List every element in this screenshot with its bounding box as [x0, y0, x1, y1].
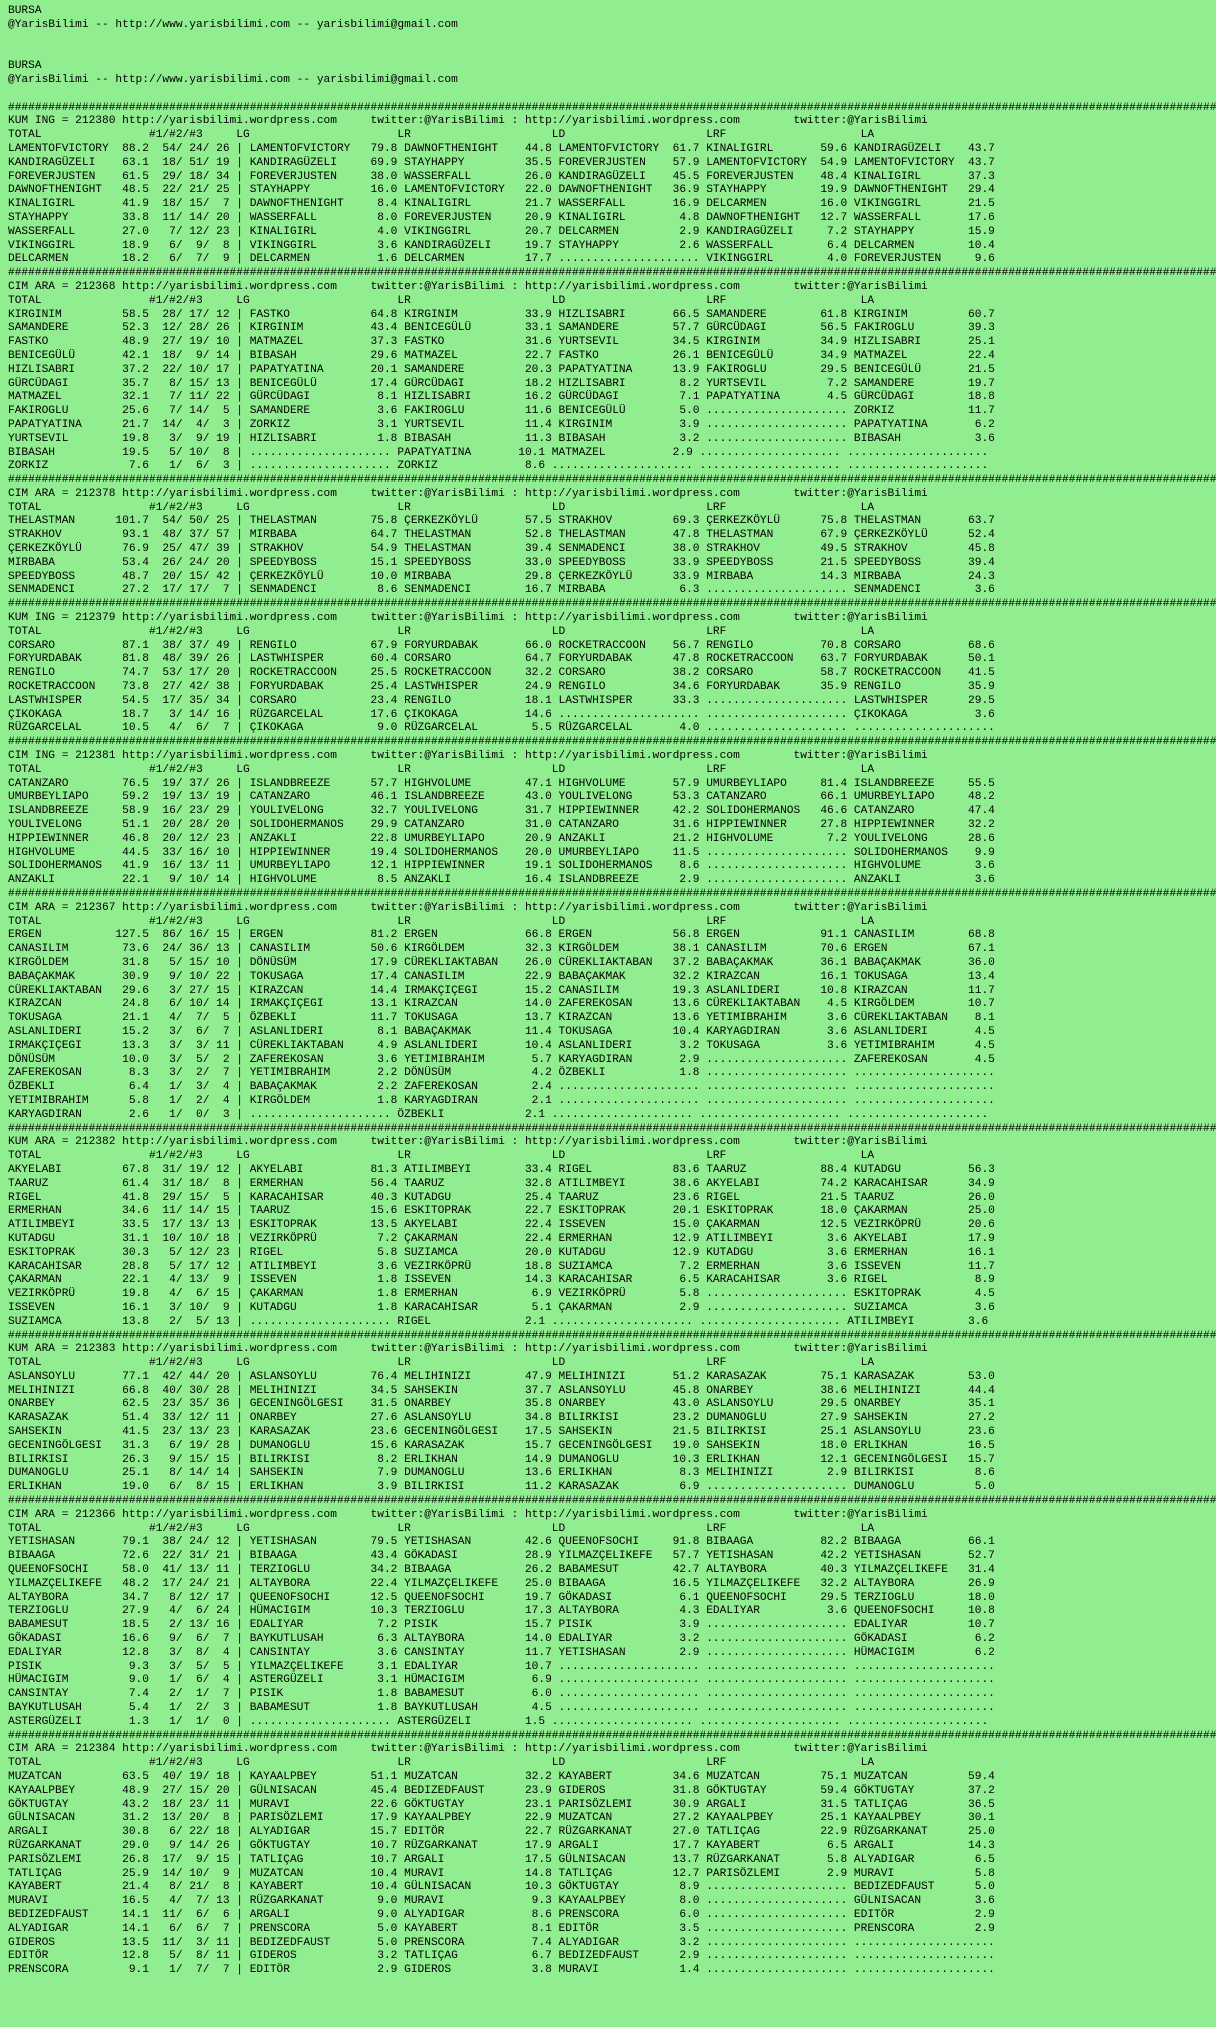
table-row: ERLIKHAN 19.0 6/ 8/ 15 | ERLIKHAN 3.9 BILIRKISI 11.2 KARASAZAK 6.9 ..................... DUMANOGLU 5.0: [8, 1481, 995, 1494]
race-title: CIM ING = 212381 http://yarisbilimi.wordpress.com twitter:@YarisBilimi : http://yarisbilimi.wordpress.com twitter:@YarisBilimi: [8, 750, 928, 763]
race-block: [8, 1729, 1216, 1978]
table-row: HÜMACIGIM 9.0 1/ 6/ 4 | ASTERGÜZELI 3.1 HÜMACIGIM 6.9 ..................... ..................... .....................: [8, 1674, 995, 1687]
table-row: ZAFEREKOSAN 8.3 3/ 2/ 7 | YETIMIBRAHIM 2.2 DÖNÜSÜM 4.2 ÖZBEKLI 1.8 ..................... .....................: [8, 1067, 995, 1080]
table-row: KIRGINIM 58.5 28/ 17/ 12 | FASTKO 64.8 KIRGINIM 33.9 HIZLISABRI 66.5 SAMANDERE 61.8 KIRGINIM 60.7: [8, 308, 995, 321]
table-row: KARACAHISAR 28.8 5/ 17/ 12 | ATILIMBEYI 3.6 VEZIRKÖPRÜ 18.8 SUZIAMCA 7.2 ERMERHAN 3.6 ISSEVEN 11.7: [8, 1260, 995, 1273]
column-header: TOTAL #1/#2/#3 LG LR LD LRF LA: [8, 1522, 875, 1535]
column-header: TOTAL #1/#2/#3 LG LR LD LRF LA: [8, 129, 875, 142]
table-row: SOLIDOHERMANOS 41.9 16/ 13/ 11 | UMURBEYLIAPO 12.1 HIPPIEWINNER 19.1 SOLIDOHERMANOS 8.6 ..................... HIGHVOLUME 3.6: [8, 860, 995, 873]
table-row: BABAMESUT 18.5 2/ 13/ 16 | EDALIYAR 7.2 PISIK 15.7 PISIK 3.9 ..................... EDALIYAR 10.7: [8, 1619, 995, 1632]
race-title: KUM ARA = 212383 http://yarisbilimi.wordpress.com twitter:@YarisBilimi : http://yarisbilimi.wordpress.com twitter:@YarisBilimi: [8, 1343, 928, 1356]
column-header: TOTAL #1/#2/#3 LG LR LD LRF LA: [8, 501, 875, 514]
table-row: KIRAZCAN 24.8 6/ 10/ 14 | IRMAKÇIÇEGI 13.1 KIRAZCAN 14.0 ZAFEREKOSAN 13.6 CÜREKLIAKTABAN 4.5 KIRGÖLDEM 10.7: [8, 998, 995, 1011]
table-row: KARYAGDIRAN 2.6 1/ 0/ 3 | ..................... ÖZBEKLI 2.1 ..................... ..................... .....................: [8, 1108, 989, 1121]
table-row: YETISHASAN 79.1 38/ 24/ 12 | YETISHASAN 79.5 YETISHASAN 42.6 QUEENOFSOCHI 91.8 BIBAAGA 82.2 BIBAAGA 66.1: [8, 1536, 995, 1549]
separator-line: ####################################################################################################################################################################################: [8, 1122, 1216, 1135]
table-row: MURAVI 16.5 4/ 7/ 13 | RÜZGARKANAT 9.0 MURAVI 9.3 KAYAALPBEY 8.0 ..................... GÜLNISACAN 3.6: [8, 1895, 995, 1908]
table-row: BENICEGÜLÜ 42.1 18/ 9/ 14 | BIBASAH 29.6 MATMAZEL 22.7 FASTKO 26.1 BENICEGÜLÜ 34.9 MATMAZEL 22.4: [8, 349, 995, 362]
race-title: CIM ARA = 212366 http://yarisbilimi.wordpress.com twitter:@YarisBilimi : http://yarisbilimi.wordpress.com twitter:@YarisBilimi: [8, 1508, 928, 1521]
race-block: [8, 1122, 1216, 1330]
race-title: KUM ARA = 212382 http://yarisbilimi.wordpress.com twitter:@YarisBilimi : http://yarisbilimi.wordpress.com twitter:@YarisBilimi: [8, 1136, 928, 1149]
table-row: STRAKHOV 93.1 48/ 37/ 57 | MIRBABA 64.7 THELASTMAN 52.8 THELASTMAN 47.8 THELASTMAN 67.9 ÇERKEZKÖYLÜ 52.4: [8, 529, 995, 542]
race-block: [8, 598, 1216, 736]
table-row: KUTADGU 31.1 10/ 10/ 18 | VEZIRKÖPRÜ 7.2 ÇAKARMAN 22.4 ERMERHAN 12.9 ATILIMBEYI 3.6 AKYELABI 17.9: [8, 1232, 995, 1245]
table-row: IRMAKÇIÇEGI 13.3 3/ 3/ 11 | CÜREKLIAKTABAN 4.9 ASLANLIDERI 10.4 ASLANLIDERI 3.2 TOKUSAGA 3.6 YETIMIBRAHIM 4.5: [8, 1039, 995, 1052]
table-row: UMURBEYLIAPO 59.2 19/ 13/ 19 | CATANZARO 46.1 ISLANDBREEZE 43.0 YOULIVELONG 53.3 CATANZARO 66.1 UMURBEYLIAPO 48.2: [8, 791, 995, 804]
table-row: CÜREKLIAKTABAN 29.6 3/ 27/ 15 | KIRAZCAN 14.4 IRMAKÇIÇEGI 15.2 CANASILIM 19.3 ASLANLIDERI 10.8 KIRAZCAN 11.7: [8, 984, 995, 997]
table-row: KIRGÖLDEM 31.8 5/ 15/ 10 | DÖNÜSÜM 17.9 CÜREKLIAKTABAN 26.0 CÜREKLIAKTABAN 37.2 BABAÇAKMAK 36.1 BABAÇAKMAK 36.0: [8, 956, 995, 969]
separator-line: ####################################################################################################################################################################################: [8, 101, 1216, 114]
table-row: RENGILO 74.7 53/ 17/ 20 | ROCKETRACCOON 25.5 ROCKETRACCOON 32.2 CORSARO 38.2 CORSARO 58.7 ROCKETRACCOON 41.5: [8, 667, 995, 680]
contact-line: @YarisBilimi -- http://www.yarisbilimi.com -- yarisbilimi@gmail.com: [8, 73, 458, 86]
table-row: STAYHAPPY 33.8 11/ 14/ 20 | WASSERFALL 8.0 FOREVERJUSTEN 20.9 KINALIGIRL 4.8 DAWNOFTHENIGHT 12.7 WASSERFALL 17.6: [8, 211, 995, 224]
race-title: CIM ARA = 212384 http://yarisbilimi.wordpress.com twitter:@YarisBilimi : http://yarisbilimi.wordpress.com twitter:@YarisBilimi: [8, 1743, 928, 1756]
race-block: [8, 474, 1216, 598]
blank-line: [8, 33, 1068, 47]
table-row: DUMANOGLU 25.1 8/ 14/ 14 | SAHSEKIN 7.9 DUMANOGLU 13.6 ERLIKHAN 8.3 MELIHINIZI 2.9 BILIRKISI 8.6: [8, 1467, 995, 1480]
table-row: RÜZGARCELAL 10.5 4/ 6/ 7 | ÇIKOKAGA 9.0 RÜZGARCELAL 5.5 RÜZGARCELAL 4.0 ..................... .....................: [8, 722, 995, 735]
city-heading: BURSA: [8, 5, 42, 17]
table-row: SAMANDERE 52.3 12/ 28/ 26 | KIRGINIM 43.4 BENICEGÜLÜ 33.1 SAMANDERE 57.7 GÜRCÜDAGI 56.5 FAKIROGLU 39.3: [8, 322, 995, 335]
table-row: DAWNOFTHENIGHT 48.5 22/ 21/ 25 | STAYHAPPY 16.0 LAMENTOFVICTORY 22.0 DAWNOFTHENIGHT 36.9 STAYHAPPY 19.9 DAWNOFTHENIGHT 29.4: [8, 184, 995, 197]
table-row: ESKITOPRAK 30.3 5/ 12/ 23 | RIGEL 5.8 SUZIAMCA 20.0 KUTADGU 12.9 KUTADGU 3.6 ERMERHAN 16.1: [8, 1246, 995, 1259]
race-title: KUM ING = 212380 http://yarisbilimi.wordpress.com twitter:@YarisBilimi : http://yarisbilimi.wordpress.com twitter:@YarisBilimi: [8, 115, 928, 128]
table-row: TATLIÇAG 25.9 14/ 10/ 9 | MUZATCAN 10.4 MURAVI 14.8 TATLIÇAG 12.7 PARISÖZLEMI 2.9 MURAVI 5.8: [8, 1867, 995, 1880]
table-row: YURTSEVIL 19.8 3/ 9/ 19 | HIZLISABRI 1.8 BIBASAH 11.3 BIBASAH 3.2 ..................... BIBASAH 3.6: [8, 432, 995, 445]
column-header: TOTAL #1/#2/#3 LG LR LD LRF LA: [8, 1150, 875, 1163]
column-header: TOTAL #1/#2/#3 LG LR LD LRF LA: [8, 294, 875, 307]
table-row: GÜRCÜDAGI 35.7 8/ 15/ 13 | BENICEGÜLÜ 17.4 GÜRCÜDAGI 18.2 HIZLISABRI 8.2 YURTSEVIL 7.2 SAMANDERE 19.7: [8, 377, 995, 390]
table-row: ÇIKOKAGA 18.7 3/ 14/ 16 | RÜZGARCELAL 17.6 ÇIKOKAGA 14.6 ..................... ..................... ÇIKOKAGA 3.6: [8, 708, 995, 721]
table-row: ZORKIZ 7.6 1/ 6/ 3 | ..................... ZORKIZ 8.6 ..................... ..................... .....................: [8, 460, 989, 473]
table-row: FASTKO 48.9 27/ 19/ 10 | MATMAZEL 37.3 FASTKO 31.6 YURTSEVIL 34.5 KIRGINIM 34.9 HIZLISABRI 25.1: [8, 336, 995, 349]
table-row: DÖNÜSÜM 10.0 3/ 5/ 2 | ZAFEREKOSAN 3.6 YETIMIBRAHIM 5.7 KARYAGDIRAN 2.9 ..................... ZAFEREKOSAN 4.5: [8, 1053, 995, 1066]
table-row: YOULIVELONG 51.1 20/ 28/ 20 | SOLIDOHERMANOS 29.9 CATANZARO 31.0 CATANZARO 31.6 HIPPIEWINNER 27.8 HIPPIEWINNER 32.2: [8, 819, 995, 832]
table-row: VIKINGGIRL 18.9 6/ 9/ 8 | VIKINGGIRL 3.6 KANDIRAGÜZELI 19.7 STAYHAPPY 2.6 WASSERFALL 6.4 DELCARMEN 10.4: [8, 239, 995, 252]
table-row: GÖKTUGTAY 43.2 18/ 23/ 11 | MURAVI 22.6 GÖKTUGTAY 23.1 PARISÖZLEMI 30.9 ARGALI 31.5 TATLIÇAG 36.5: [8, 1798, 995, 1811]
table-row: ÇERKEZKÖYLÜ 76.9 25/ 47/ 39 | STRAKHOV 54.9 THELASTMAN 39.4 SENMADENCI 38.0 STRAKHOV 49.5 STRAKHOV 45.8: [8, 543, 995, 556]
race-block: [8, 1495, 1216, 1730]
blank-line: [8, 88, 1068, 102]
table-row: ERMERHAN 34.6 11/ 14/ 15 | TAARUZ 15.6 ESKITOPRAK 22.7 ESKITOPRAK 20.1 ESKITOPRAK 18.0 ÇAKARMAN 25.0: [8, 1205, 995, 1218]
table-row: ASLANLIDERI 15.2 3/ 6/ 7 | ASLANLIDERI 8.1 BABAÇAKMAK 11.4 TOKUSAGA 10.4 KARYAGDIRAN 3.6 ASLANLIDERI 4.5: [8, 1025, 995, 1038]
table-row: KAYAALPBEY 48.9 27/ 15/ 20 | GÜLNISACAN 45.4 BEDIZEDFAUST 23.9 GIDEROS 31.8 GÖKTUGTAY 59.4 GÖKTUGTAY 37.2: [8, 1784, 995, 1797]
column-header: TOTAL #1/#2/#3 LG LR LD LRF LA: [8, 1357, 875, 1370]
table-row: YILMAZÇELIKEFE 48.2 17/ 24/ 21 | ALTAYBORA 22.4 YILMAZÇELIKEFE 25.0 BIBAAGA 16.5 YILMAZÇELIKEFE 32.2 ALTAYBORA 26.9: [8, 1577, 995, 1590]
table-row: PARISÖZLEMI 26.8 17/ 9/ 15 | TATLIÇAG 10.7 ARGALI 17.5 GÜLNISACAN 13.7 RÜZGARKANAT 5.8 ALYADIGAR 6.5: [8, 1853, 995, 1866]
city-heading: BURSA: [8, 60, 42, 73]
race-title: CIM ARA = 212368 http://yarisbilimi.wordpress.com twitter:@YarisBilimi : http://yarisbilimi.wordpress.com twitter:@YarisBilimi: [8, 280, 928, 293]
race-title: CIM ARA = 212378 http://yarisbilimi.wordpress.com twitter:@YarisBilimi : http://yarisbilimi.wordpress.com twitter:@YarisBilimi: [8, 487, 928, 500]
separator-line: ####################################################################################################################################################################################: [8, 1729, 1216, 1742]
table-row: SENMADENCI 27.2 17/ 17/ 7 | SENMADENCI 8.6 SENMADENCI 16.7 MIRBABA 6.3 ..................... SENMADENCI 3.6: [8, 584, 995, 597]
table-row: EDALIYAR 12.8 3/ 8/ 4 | CANSINTAY 3.6 CANSINTAY 11.7 YETISHASAN 2.9 ..................... HÜMACIGIM 6.2: [8, 1646, 995, 1659]
table-row: MUZATCAN 63.5 40/ 19/ 18 | KAYAALPBEY 51.1 MUZATCAN 32.2 KAYABERT 34.6 MUZATCAN 75.1 MUZATCAN 59.4: [8, 1771, 995, 1783]
table-row: LAMENTOFVICTORY 88.2 54/ 24/ 26 | LAMENTOFVICTORY 79.8 DAWNOFTHENIGHT 44.8 LAMENTOFVICTORY 61.7 KINALIGIRL 59.6 KANDIRAGÜZELI 43.7: [8, 142, 995, 155]
table-row: TOKUSAGA 21.1 4/ 7/ 5 | ÖZBEKLI 11.7 TOKUSAGA 13.7 KIRAZCAN 13.6 YETIMIBRAHIM 3.6 CÜREKLIAKTABAN 8.1: [8, 1012, 995, 1025]
table-row: ASLANSOYLU 77.1 42/ 44/ 20 | ASLANSOYLU 76.4 MELIHINIZI 47.9 MELIHINIZI 51.2 KARASAZAK 75.1 KARASAZAK 53.0: [8, 1370, 995, 1383]
separator-line: ####################################################################################################################################################################################: [8, 598, 1216, 611]
table-row: ARGALI 30.8 6/ 22/ 18 | ALYADIGAR 15.7 EDITÖR 22.7 RÜZGARKANAT 27.0 TATLIÇAG 22.9 RÜZGARKANAT 25.0: [8, 1826, 995, 1839]
table-row: MIRBABA 53.4 26/ 24/ 20 | SPEEDYBOSS 15.1 SPEEDYBOSS 33.0 SPEEDYBOSS 33.9 SPEEDYBOSS 21.5 SPEEDYBOSS 39.4: [8, 556, 995, 569]
race-block: [8, 736, 1216, 888]
table-row: ÇAKARMAN 22.1 4/ 13/ 9 | ISSEVEN 1.8 ISSEVEN 14.3 KARACAHISAR 6.5 KARACAHISAR 3.6 RIGEL 8.9: [8, 1274, 995, 1287]
separator-line: ####################################################################################################################################################################################: [8, 736, 1216, 749]
table-row: KAYABERT 21.4 8/ 21/ 8 | KAYABERT 10.4 GÜLNISACAN 10.3 GÖKTUGTAY 8.9 ..................... BEDIZEDFAUST 5.0: [8, 1881, 995, 1894]
table-row: ASTERGÜZELI 1.3 1/ 1/ 0 | ..................... ASTERGÜZELI 1.5 ..................... ..................... .....................: [8, 1715, 989, 1728]
table-row: BEDIZEDFAUST 14.1 11/ 6/ 6 | ARGALI 9.0 ALYADIGAR 8.6 PRENSCORA 6.0 ..................... EDITÖR 2.9: [8, 1908, 995, 1921]
table-row: SPEEDYBOSS 48.7 20/ 15/ 42 | ÇERKEZKÖYLÜ 10.0 MIRBABA 29.8 ÇERKEZKÖYLÜ 33.9 MIRBABA 14.3 MIRBABA 24.3: [8, 570, 995, 583]
table-row: CATANZARO 76.5 19/ 37/ 26 | ISLANDBREEZE 57.7 HIGHVOLUME 47.1 HIGHVOLUME 57.9 UMURBEYLIAPO 81.4 ISLANDBREEZE 55.5: [8, 777, 995, 790]
table-row: CANSINTAY 7.4 2/ 1/ 7 | PISIK 1.8 BABAMESUT 6.0 ..................... ..................... .....................: [8, 1688, 995, 1701]
table-row: HIZLISABRI 37.2 22/ 10/ 17 | PAPATYATINA 20.1 SAMANDERE 20.3 PAPATYATINA 13.9 FAKIROGLU 29.5 BENICEGÜLÜ 21.5: [8, 363, 995, 376]
table-row: FAKIROGLU 25.6 7/ 14/ 5 | SAMANDERE 3.6 FAKIROGLU 11.6 BENICEGÜLÜ 5.0 ..................... ZORKIZ 11.7: [8, 405, 995, 418]
table-row: BIBAAGA 72.6 22/ 31/ 21 | BIBAAGA 43.4 GÖKADASI 28.9 YILMAZÇELIKEFE 57.7 YETISHASAN 42.2 YETISHASAN 52.7: [8, 1550, 995, 1563]
table-row: QUEENOFSOCHI 58.0 41/ 13/ 11 | TERZIOGLU 34.2 BIBAAGA 26.2 BABAMESUT 42.7 ALTAYBORA 40.3 YILMAZÇELIKEFE 31.4: [8, 1564, 995, 1577]
column-header: TOTAL #1/#2/#3 LG LR LD LRF LA: [8, 625, 875, 638]
table-row: ALTAYBORA 34.7 8/ 12/ 17 | QUEENOFSOCHI 12.5 QUEENOFSOCHI 19.7 GÖKADASI 6.1 QUEENOFSOCHI 29.5 TERZIOGLU 18.0: [8, 1591, 995, 1604]
separator-line: ####################################################################################################################################################################################: [8, 267, 1216, 280]
table-row: FORYURDABAK 81.8 48/ 39/ 26 | LASTWHISPER 60.4 CORSARO 64.7 FORYURDABAK 47.8 ROCKETRACCOON 63.7 FORYURDABAK 50.1: [8, 653, 995, 666]
table-row: BILIRKISI 26.3 9/ 15/ 15 | BILIRKISI 8.2 ERLIKHAN 14.9 DUMANOGLU 10.3 ERLIKHAN 12.1 GECENINGÖLGESI 15.7: [8, 1453, 995, 1466]
separator-line: ####################################################################################################################################################################################: [8, 474, 1216, 487]
column-header: TOTAL #1/#2/#3 LG LR LD LRF LA: [8, 1757, 875, 1770]
table-row: RIGEL 41.8 29/ 15/ 5 | KARACAHISAR 40.3 KUTADGU 25.4 TAARUZ 23.6 RIGEL 21.5 TAARUZ 26.0: [8, 1191, 995, 1204]
table-row: ÖZBEKLI 6.4 1/ 3/ 4 | BABAÇAKMAK 2.2 ZAFEREKOSAN 2.4 ..................... ..................... .....................: [8, 1081, 995, 1094]
race-block: [8, 888, 1216, 1123]
table-row: TERZIOGLU 27.9 4/ 6/ 24 | HÜMACIGIM 10.3 TERZIOGLU 17.3 ALTAYBORA 4.3 EDALIYAR 3.6 QUEENOFSOCHI 10.8: [8, 1605, 995, 1618]
table-row: ISSEVEN 16.1 3/ 10/ 9 | KUTADGU 1.8 KARACAHISAR 5.1 ÇAKARMAN 2.9 ..................... SUZIAMCA 3.6: [8, 1301, 995, 1314]
table-row: ANZAKLI 22.1 9/ 10/ 14 | HIGHVOLUME 8.5 ANZAKLI 16.4 ISLANDBREEZE 2.9 ..................... ANZAKLI 3.6: [8, 874, 995, 887]
separator-line: ####################################################################################################################################################################################: [8, 1329, 1216, 1342]
table-row: RÜZGARKANAT 29.0 9/ 14/ 26 | GÖKTUGTAY 10.7 RÜZGARKANAT 17.9 ARGALI 17.7 KAYABERT 6.5 ARGALI 14.3: [8, 1839, 995, 1852]
table-row: WASSERFALL 27.0 7/ 12/ 23 | KINALIGIRL 4.0 VIKINGGIRL 20.7 DELCARMEN 2.9 KANDIRAGÜZELI 7.2 STAYHAPPY 15.9: [8, 225, 995, 238]
table-row: VEZIRKÖPRÜ 19.8 4/ 6/ 15 | ÇAKARMAN 1.8 ERMERHAN 6.9 VEZIRKÖPRÜ 5.8 ..................... ESKITOPRAK 4.5: [8, 1288, 995, 1301]
table-row: KARASAZAK 51.4 33/ 12/ 11 | ONARBEY 27.6 ASLANSOYLU 34.8 BILIRKISI 23.2 DUMANOGLU 27.9 SAHSEKIN 27.2: [8, 1412, 995, 1425]
table-row: CANASILIM 73.6 24/ 36/ 13 | CANASILIM 50.6 KIRGÖLDEM 32.3 KIRGÖLDEM 38.1 CANASILIM 70.6 ERGEN 67.1: [8, 943, 995, 956]
race-block: [8, 101, 1216, 268]
table-row: BIBASAH 19.5 5/ 10/ 8 | ..................... PAPATYATINA 10.1 MATMAZEL 2.9 ..................... .....................: [8, 446, 989, 459]
table-row: EDITÖR 12.8 5/ 8/ 11 | GIDEROS 3.2 TATLIÇAG 6.7 BEDIZEDFAUST 2.9 ..................... .....................: [8, 1950, 995, 1963]
table-row: PISIK 9.3 3/ 5/ 5 | YILMAZÇELIKEFE 3.1 EDALIYAR 10.7 ..................... ..................... .....................: [8, 1660, 995, 1673]
table-row: THELASTMAN 101.7 54/ 50/ 25 | THELASTMAN 75.8 ÇERKEZKÖYLÜ 57.5 STRAKHOV 69.3 ÇERKEZKÖYLÜ 75.8 THELASTMAN 63.7: [8, 515, 995, 528]
table-row: MATMAZEL 32.1 7/ 11/ 22 | GÜRCÜDAGI 8.1 HIZLISABRI 16.2 GÜRCÜDAGI 7.1 PAPATYATINA 4.5 GÜRCÜDAGI 18.8: [8, 391, 995, 404]
race-block: [8, 267, 1216, 474]
table-row: FOREVERJUSTEN 61.5 29/ 18/ 34 | FOREVERJUSTEN 38.0 WASSERFALL 26.0 KANDIRAGÜZELI 45.5 FOREVERJUSTEN 48.4 KINALIGIRL 37.3: [8, 170, 995, 183]
table-row: KINALIGIRL 41.9 18/ 15/ 7 | DAWNOFTHENIGHT 8.4 KINALIGIRL 21.7 WASSERFALL 16.9 DELCARMEN 16.0 VIKINGGIRL 21.5: [8, 198, 995, 211]
race-list: [8, 101, 1216, 1978]
race-block: [8, 1329, 1216, 1496]
race-title: CIM ARA = 212367 http://yarisbilimi.wordpress.com twitter:@YarisBilimi : http://yarisbilimi.wordpress.com twitter:@YarisBilimi: [8, 901, 928, 914]
table-row: BABAÇAKMAK 30.9 9/ 10/ 22 | TOKUSAGA 17.4 CANASILIM 22.9 BABAÇAKMAK 32.2 KIRAZCAN 16.1 TOKUSAGA 13.4: [8, 970, 995, 983]
table-row: YETIMIBRAHIM 5.8 1/ 2/ 4 | KIRGÖLDEM 1.8 KARYAGDIRAN 2.1 ..................... ..................... .....................: [8, 1094, 995, 1107]
table-row: SAHSEKIN 41.5 23/ 13/ 23 | KARASAZAK 23.6 GECENINGÖLGESI 17.5 SAHSEKIN 21.5 BILIRKISI 25.1 ASLANSOYLU 23.6: [8, 1426, 995, 1439]
table-row: ALYADIGAR 14.1 6/ 6/ 7 | PRENSCORA 5.0 KAYABERT 8.1 EDITÖR 3.5 ..................... PRENSCORA 2.9: [8, 1922, 995, 1935]
table-row: KANDIRAGÜZELI 63.1 18/ 51/ 19 | KANDIRAGÜZELI 69.9 STAYHAPPY 35.5 FOREVERJUSTEN 57.9 LAMENTOFVICTORY 54.9 LAMENTOFVICTORY 43.7: [8, 156, 995, 169]
table-row: PAPATYATINA 21.7 14/ 4/ 3 | ZORKIZ 3.1 YURTSEVIL 11.4 KIRGINIM 3.9 ..................... PAPATYATINA 6.2: [8, 418, 995, 431]
table-row: AKYELABI 67.8 31/ 19/ 12 | AKYELABI 81.3 ATILIMBEYI 33.4 RIGEL 83.6 TAARUZ 88.4 KUTADGU 56.3: [8, 1163, 995, 1176]
contact-line: @YarisBilimi -- http://www.yarisbilimi.com -- yarisbilimi@gmail.com: [8, 18, 458, 31]
blank-line: [8, 46, 1068, 60]
table-row: SUZIAMCA 13.8 2/ 5/ 13 | ..................... RIGEL 2.1 ..................... ..................... ATILIMBEYI 3.6: [8, 1315, 989, 1328]
table-row: PRENSCORA 9.1 1/ 7/ 7 | EDITÖR 2.9 GIDEROS 3.8 MURAVI 1.4 ..................... .....................: [8, 1964, 995, 1977]
table-row: MELIHINIZI 66.8 40/ 30/ 28 | MELIHINIZI 34.5 SAHSEKIN 37.7 ASLANSOYLU 45.8 ONARBEY 38.6 MELIHINIZI 44.4: [8, 1384, 995, 1397]
table-row: HIGHVOLUME 44.5 33/ 16/ 10 | HIPPIEWINNER 19.4 SOLIDOHERMANOS 20.0 UMURBEYLIAPO 11.5 ..................... SOLIDOHERMANOS 9.9: [8, 846, 995, 859]
table-row: HIPPIEWINNER 46.8 20/ 12/ 23 | ANZAKLI 22.8 UMURBEYLIAPO 20.9 ANZAKLI 21.2 HIGHVOLUME 7.2 YOULIVELONG 28.6: [8, 832, 995, 845]
table-row: ATILIMBEYI 33.5 17/ 13/ 13 | ESKITOPRAK 13.5 AKYELABI 22.4 ISSEVEN 15.0 ÇAKARMAN 12.5 VEZIRKÖPRÜ 20.6: [8, 1219, 995, 1232]
table-row: GÖKADASI 16.6 9/ 6/ 7 | BAYKUTLUSAH 6.3 ALTAYBORA 14.0 EDALIYAR 3.2 ..................... GÖKADASI 6.2: [8, 1633, 995, 1646]
table-row: LASTWHISPER 54.5 17/ 35/ 34 | CORSARO 23.4 RENGILO 18.1 LASTWHISPER 33.3 ..................... LASTWHISPER 29.5: [8, 694, 995, 707]
table-row: GÜLNISACAN 31.2 13/ 20/ 8 | PARISÖZLEMI 17.9 KAYAALPBEY 22.9 MUZATCAN 27.2 KAYAALPBEY 25.1 KAYAALPBEY 30.1: [8, 1812, 995, 1825]
table-row: ISLANDBREEZE 58.9 16/ 23/ 29 | YOULIVELONG 32.7 YOULIVELONG 31.7 HIPPIEWINNER 42.2 SOLIDOHERMANOS 46.6 CATANZARO 47.4: [8, 805, 995, 818]
table-row: DELCARMEN 18.2 6/ 7/ 9 | DELCARMEN 1.6 DELCARMEN 17.7 ..................... VIKINGGIRL 4.0 FOREVERJUSTEN 9.6: [8, 253, 995, 266]
table-row: ONARBEY 62.5 23/ 35/ 36 | GECENINGÖLGESI 31.5 ONARBEY 35.8 ONARBEY 43.0 ASLANSOYLU 29.5 ONARBEY 35.1: [8, 1398, 995, 1411]
document-body: [8, 5, 1216, 1978]
table-row: TAARUZ 61.4 31/ 18/ 8 | ERMERHAN 56.4 TAARUZ 32.8 ATILIMBEYI 38.6 AKYELABI 74.2 KARACAHISAR 34.9: [8, 1177, 995, 1190]
separator-line: ####################################################################################################################################################################################: [8, 1495, 1216, 1508]
column-header: TOTAL #1/#2/#3 LG LR LD LRF LA: [8, 915, 875, 928]
table-row: GECENINGÖLGESI 31.3 6/ 19/ 28 | DUMANOGLU 15.6 KARASAZAK 15.7 GECENINGÖLGESI 19.0 SAHSEKIN 18.0 ERLIKHAN 16.5: [8, 1439, 995, 1452]
column-header: TOTAL #1/#2/#3 LG LR LD LRF LA: [8, 763, 875, 776]
table-row: BAYKUTLUSAH 5.4 1/ 2/ 3 | BABAMESUT 1.8 BAYKUTLUSAH 4.5 ..................... ..................... .....................: [8, 1702, 995, 1715]
table-row: ROCKETRACCOON 73.8 27/ 42/ 38 | FORYURDABAK 25.4 LASTWHISPER 24.9 RENGILO 34.6 FORYURDABAK 35.9 RENGILO 35.9: [8, 681, 995, 694]
table-row: CORSARO 87.1 38/ 37/ 49 | RENGILO 67.9 FORYURDABAK 66.0 ROCKETRACCOON 56.7 RENGILO 70.8 CORSARO 68.6: [8, 639, 995, 652]
race-title: KUM ING = 212379 http://yarisbilimi.wordpress.com twitter:@YarisBilimi : http://yarisbilimi.wordpress.com twitter:@YarisBilimi: [8, 612, 928, 625]
separator-line: ####################################################################################################################################################################################: [8, 888, 1216, 900]
table-row: GIDEROS 13.5 11/ 3/ 11 | BEDIZEDFAUST 5.0 PRENSCORA 7.4 ALYADIGAR 3.2 ..................... .....................: [8, 1936, 995, 1949]
table-row: ERGEN 127.5 86/ 16/ 15 | ERGEN 81.2 ERGEN 66.8 ERGEN 56.8 ERGEN 91.1 CANASILIM 68.8: [8, 929, 995, 942]
